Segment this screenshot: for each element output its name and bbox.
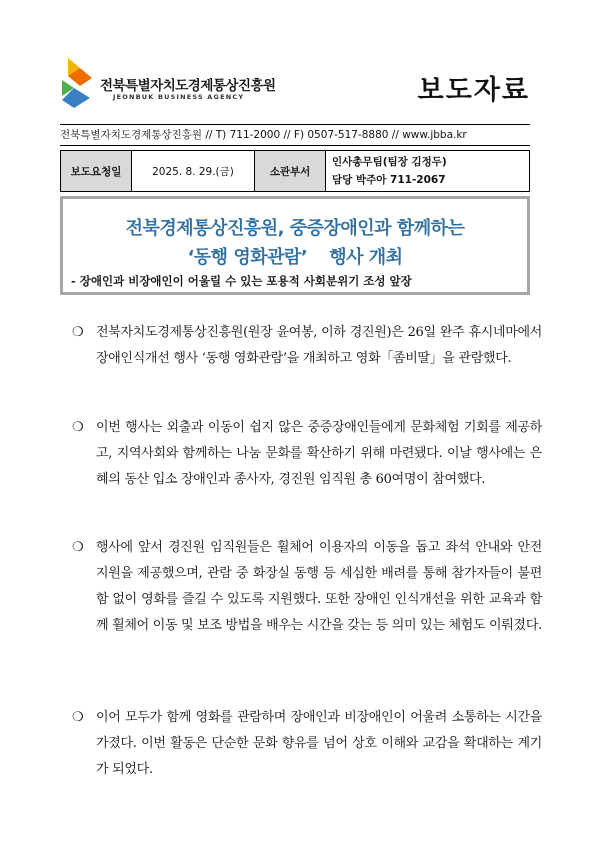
contact-line: 전북특별자치도경제통상진흥원 // T) 711-2000 // F) 0507-517-8880 // www.jbba.kr [60, 124, 530, 146]
letterhead [60, 58, 530, 110]
paragraph-text: 이번 행사는 외출과 이동이 쉽지 않은 중증장애인들에게 문화체험 기회를 제공하고, 지역사회와 함께하는 나눔 문화를 확산하기 위해 마련됐다. 이날 행사에는 은혜의 동산 입소 장애인과 종사자, 경진원 임직원 총 60여명이 참여했다. [96, 420, 542, 487]
bullet-icon: ❍ [72, 540, 84, 555]
paragraph [72, 320, 542, 372]
headline-box [60, 196, 530, 295]
request-date-label: 보도요청일 [61, 151, 132, 192]
contact-person: 담당 박주아 711-2067 [332, 174, 446, 186]
request-date-value: 2025. 8. 29.(금) [132, 151, 255, 192]
headline-event-action: 행사 개최 [329, 247, 403, 268]
dept-cell [326, 151, 530, 192]
dept-label: 소관부서 [255, 151, 326, 192]
paragraph-text: 이어 모두가 함께 영화를 관람하며 장애인과 비장애인이 어울려 소통하는 시간을 가졌다. 이번 활동은 단순한 문화 향유를 넘어 상호 이해와 교감을 확대하는 계기가 되었다. [96, 710, 542, 777]
dept-name: 인사총무팀(팀장 김정두) [332, 156, 447, 168]
paragraph [72, 415, 542, 493]
press-release-title: 보도자료 [417, 75, 530, 106]
headline-line-1: 전북경제통상진흥원, 중증장애인과 함께하는 [125, 218, 465, 239]
headline-line-2 [63, 243, 527, 269]
agency-logo-icon [60, 58, 94, 110]
org-subtitle: JEONBUK BUSINESS AGENCY [113, 93, 245, 101]
paragraph [72, 705, 542, 783]
bullet-icon: ❍ [72, 710, 84, 725]
paragraph-text: 전북자치도경제통상진흥원(원장 윤여봉, 이하 경진원)은 26일 완주 휴시네마에서 장애인식개선 행사 ‘동행 영화관람’을 개최하고 영화「좀비딸」을 관람했다. [96, 325, 542, 366]
paragraph-text: 행사에 앞서 경진원 임직원들은 휠체어 이용자의 이동을 돕고 좌석 안내와 안전 지원을 제공했으며, 관람 중 화장실 동행 등 세심한 배려를 통해 참가자들이 불편함 없이 영화를 즐길 수 있도록 지원했다. 또한 장애인 인식개선을 위한 교육과 함께 휠체어 이동 및 보조 방법을 배우는 시간을 갖는 등 의미 있는 체험도 이뤄졌다. [96, 540, 542, 633]
headline-event-name: ‘동행 영화관람’ [187, 247, 308, 268]
bullet-icon: ❍ [72, 420, 84, 435]
paragraph [72, 535, 542, 639]
release-info-table [60, 150, 530, 192]
org-name: 전북특별자치도경제통상진흥원 [100, 78, 276, 94]
headline-subtitle: - 장애인과 비장애인이 어울릴 수 있는 포용적 사회분위기 조성 앞장 [71, 274, 412, 288]
bullet-icon: ❍ [72, 325, 84, 340]
